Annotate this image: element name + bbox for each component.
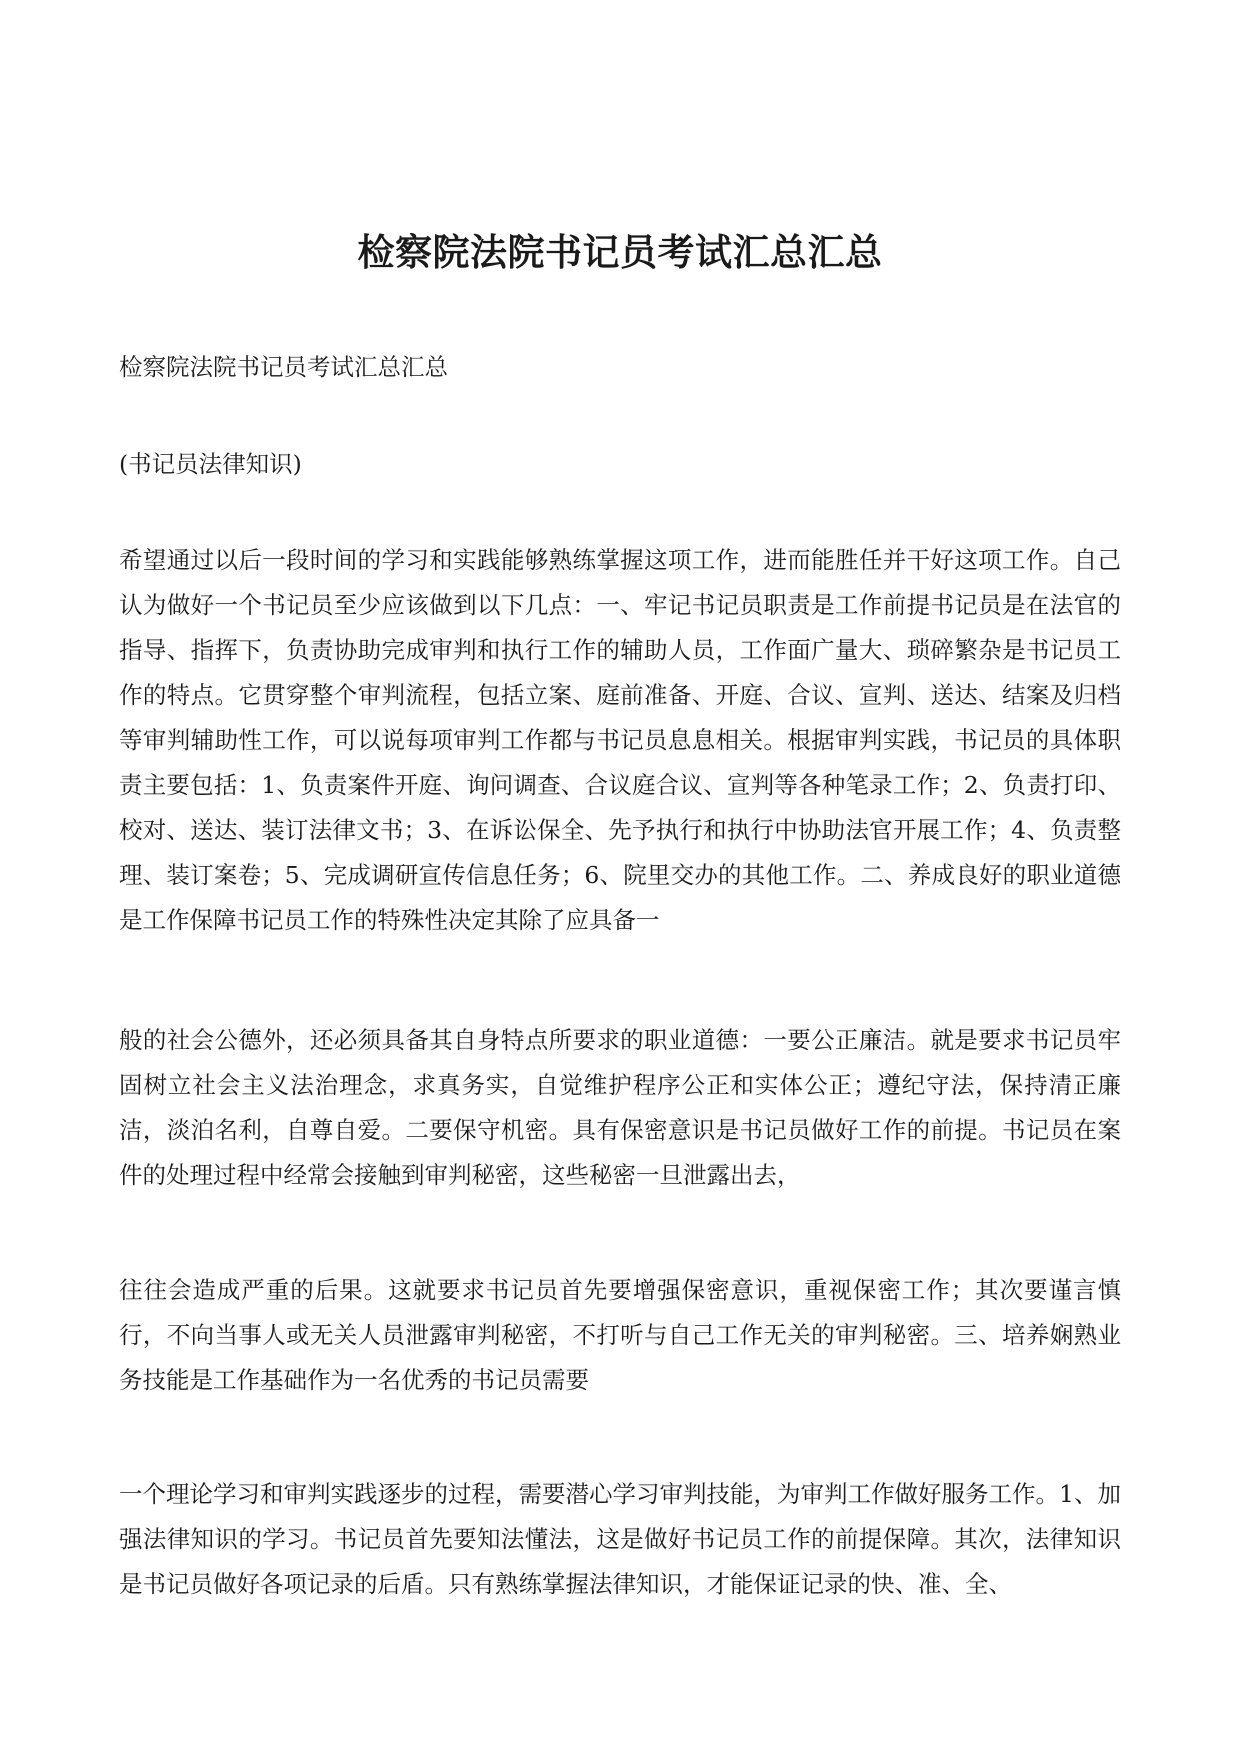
body-paragraph: 般的社会公德外，还必须具备其自身特点所要求的职业道德：一要公正廉洁。就是要求书记员牢固树立社会主义法治理念，求真务实，自觉维护程序公正和实体公正；遵纪守法，保持清正廉洁，淡泊名利，自尊自爱。二要保守机密。具有保密意识是书记员做好工作的前提。书记员在案件的处理过程中经常会接触到审判秘密，这些秘密一旦泄露出去， [119, 1026, 1121, 1189]
body-paragraph: 往往会造成严重的后果。这就要求书记员首先要增强保密意识，重视保密工作；其次要谨言慎行，不向当事人或无关人员泄露审判秘密，不打听与自己工作无关的审判秘密。三、培养娴熟业务技能是工作基础作为一名优秀的书记员需要 [119, 1276, 1121, 1394]
body-paragraph: 一个理论学习和审判实践逐步的过程，需要潜心学习审判技能，为审判工作做好服务工作。1、加强法律知识的学习。书记员首先要知法懂法，这是做好书记员工作的前提保障。其次，法律知识是书记员做好各项记录的后盾。只有熟练掌握法律知识，才能保证记录的快、准、全、 [119, 1480, 1121, 1598]
document-subtitle: 检察院法院书记员考试汇总汇总 [119, 353, 448, 381]
page-title: 检察院法院书记员考试汇总汇总 [357, 230, 883, 274]
body-paragraph: 希望通过以后一段时间的学习和实践能够熟练掌握这项工作，进而能胜任并干好这项工作。自己认为做好一个书记员至少应该做到以下几点：一、牢记书记员职责是工作前提书记员是在法官的指导、指挥下，负责协助完成审判和执行工作的辅助人员，工作面广量大、琐碎繁杂是书记员工作的特点。它贯穿整个审判流程，包括立案、庭前准备、开庭、合议、宣判、送达、结案及归档等审判辅助性工作，可以说每项审判工作都与书记员息息相关。根据审判实践，书记员的具体职责主要包括：1、负责案件开庭、询问调查、合议庭合议、宣判等各种笔录工作；2、负责打印、校对、送达、装订法律文书；3、在诉讼保全、先予执行和执行中协助法官开展工作；4、负责整理、装订案卷；5、完成调研宣传信息任务；6、院里交办的其他工作。二、养成良好的职业道德是工作保障书记员工作的特殊性决定其除了应具备一 [119, 546, 1121, 934]
section-heading: (书记员法律知识) [119, 450, 302, 478]
